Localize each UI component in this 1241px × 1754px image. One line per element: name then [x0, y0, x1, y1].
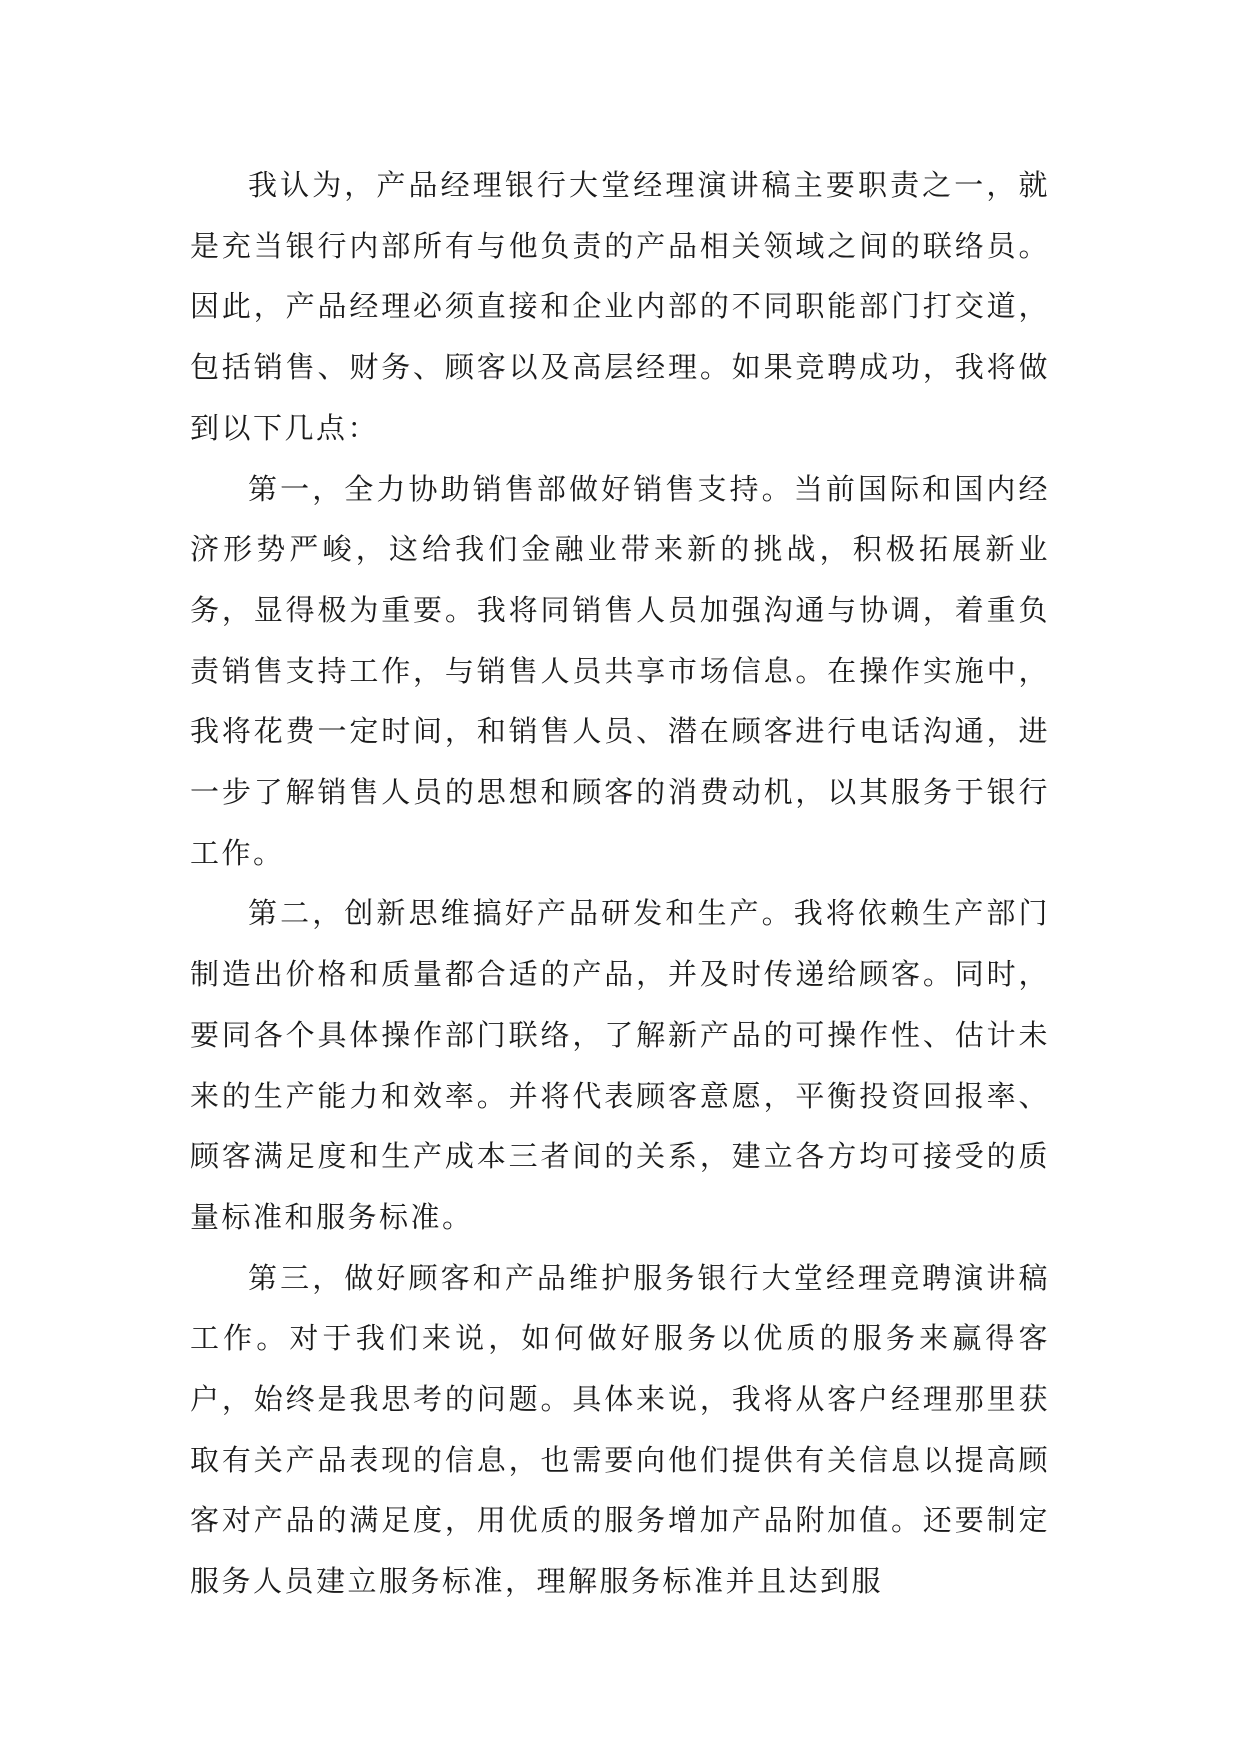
paragraph-point-two: 第二，创新思维搞好产品研发和生产。我将依赖生产部门制造出价格和质量都合适的产品，并及时传递给顾客。同时，要同各个具体操作部门联络，了解新产品的可操作性、估计未来的生产能力和效率。并将代表顾客意愿，平衡投资回报率、顾客满足度和生产成本三者间的关系，建立各方均可接受的质量标准和服务标准。 — [190, 896, 1050, 1234]
paragraph-point-one: 第一，全力协助销售部做好销售支持。当前国际和国内经济形势严峻，这给我们金融业带来新的挑战，积极拓展新业务，显得极为重要。我将同销售人员加强沟通与协调，着重负责销售支持工作，与销售人员共享市场信息。在操作实施中，我将花费一定时间，和销售人员、潜在顾客进行电话沟通，进一步了解销售人员的思想和顾客的消费动机，以其服务于银行工作。 — [190, 471, 1050, 870]
document-body — [190, 155, 1050, 1612]
paragraph-point-three: 第三，做好顾客和产品维护服务银行大堂经理竞聘演讲稿工作。对于我们来说，如何做好服务以优质的服务来赢得客户，始终是我思考的问题。具体来说，我将从客户经理那里获取有关产品表现的信息，也需要向他们提供有关信息以提高顾客对产品的满足度，用优质的服务增加产品附加值。还要制定服务人员建立服务标准，理解服务标准并且达到服 — [190, 1260, 1050, 1599]
paragraph-intro: 我认为，产品经理银行大堂经理演讲稿主要职责之一，就是充当银行内部所有与他负责的产品相关领域之间的联络员。因此，产品经理必须直接和企业内部的不同职能部门打交道，包括销售、财务、顾客以及高层经理。如果竞聘成功，我将做到以下几点： — [190, 168, 1050, 445]
